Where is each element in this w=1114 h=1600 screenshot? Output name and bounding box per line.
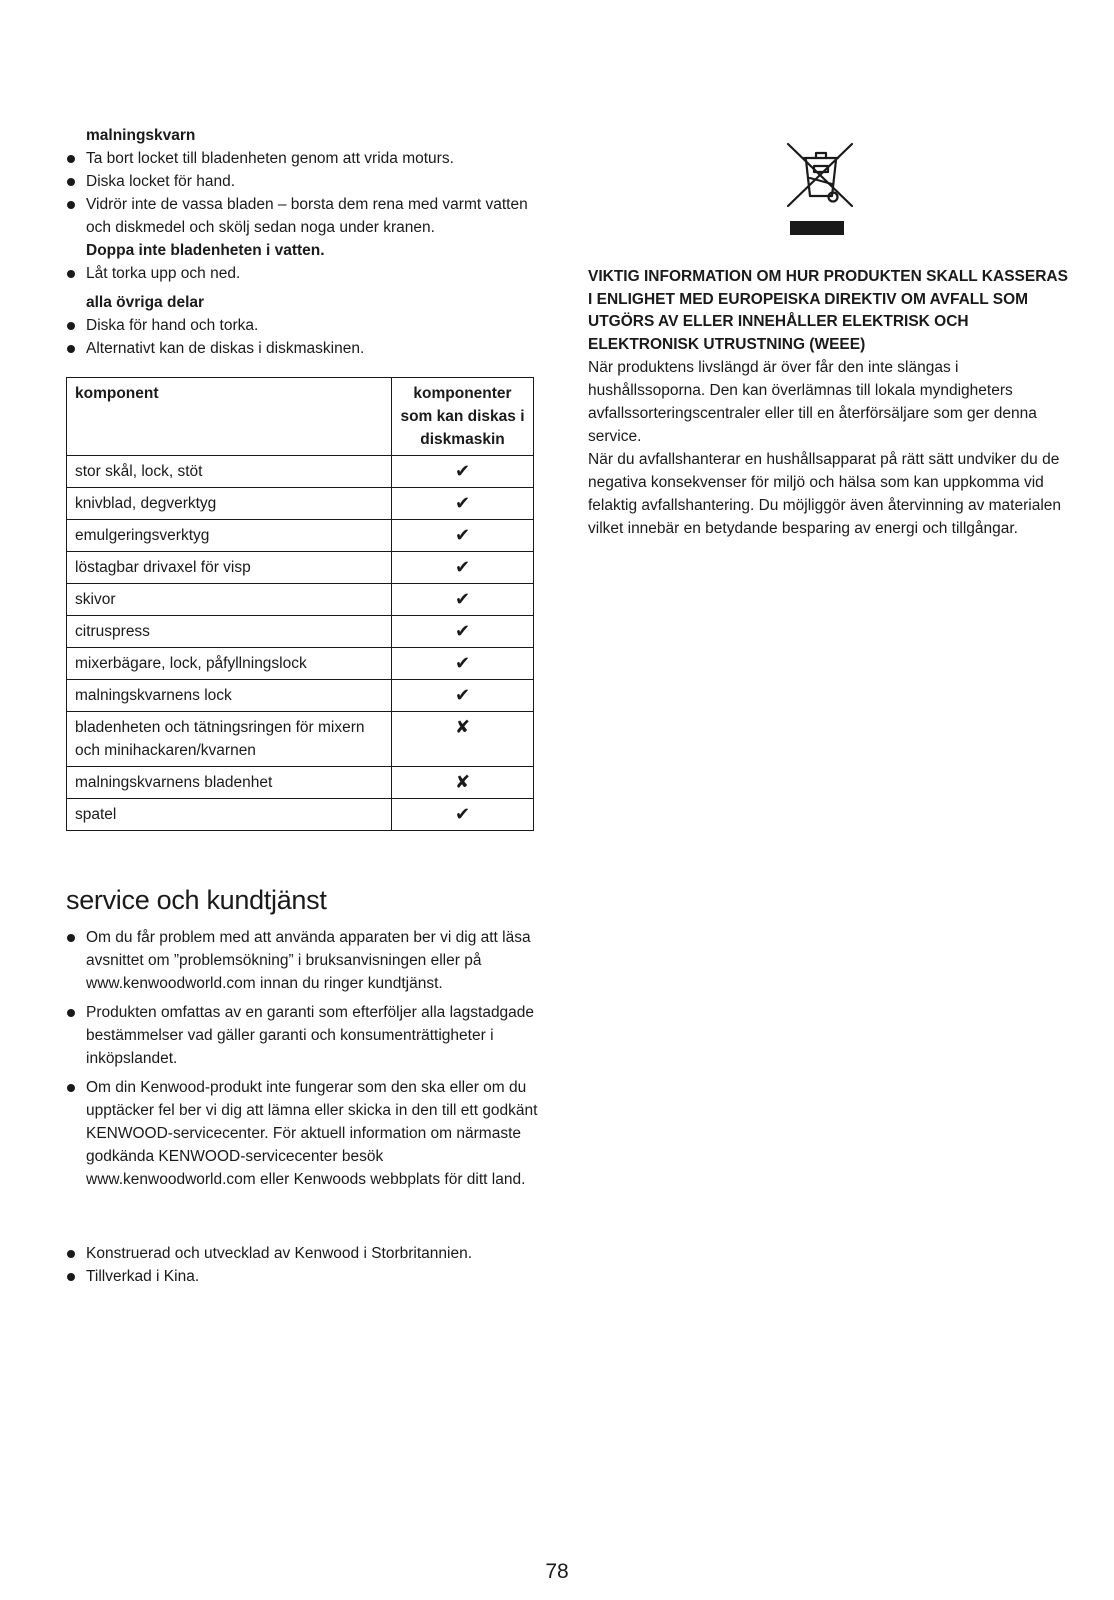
service-list [66,926,546,1191]
dishwasher-mark: ✔ [392,456,534,488]
list-item: Alternativt kan de diskas i diskmaskinen. [66,337,536,360]
table-row [67,552,534,584]
weee-paragraph-1: När produktens livslängd är över får den inte slängas i hushållssoporna. Den kan överlämnas till lokala myndigheters avfallssorteringscentraler eller till en återförsäljare som ger denna service. [588,359,1037,445]
table-header-row [67,378,534,456]
grinder-warning: Doppa inte bladenheten i vatten. [86,242,325,259]
other-parts-group [66,291,536,360]
component-cell: spatel [67,799,392,831]
weee-title: VIKTIG INFORMATION OM HUR PRODUKTEN SKALL KASSERAS I ENLIGHET MED EUROPEISKA DIREKTIV OM AVFALL SOM UTGÖRS AV ELLER INNEHÅLLER ELEKTRISK OCH ELEKTRONISK UTRUSTNING (WEEE) [588,268,1068,353]
dishwasher-mark: ✔ [392,648,534,680]
grinder-list [66,147,536,239]
dishwasher-mark: ✔ [392,584,534,616]
dishwasher-mark: ✔ [392,680,534,712]
other-parts-heading: alla övriga delar [86,294,205,311]
list-item: Produkten omfattas av en garanti som efterföljer alla lagstadgade bestämmelser vad gäller garanti och konsumenträttigheter i inköpslandet. [66,1001,546,1070]
grinder-heading: malningskvarn [86,127,196,144]
component-cell: citruspress [67,616,392,648]
origin-list [66,1242,546,1288]
list-item: Om din Kenwood-produkt inte fungerar som den ska eller om du upptäcker fel ber vi dig att lämna eller skicka in den till ett godkänt KENWOOD-servicecenter. För aktuell information om närmaste godkända KENWOOD-servicecenter besök www.kenwoodworld.com eller Kenwoods webbplats för ditt land. [66,1076,546,1191]
list-item: Ta bort locket till bladenheten genom att vrida moturs. [66,147,536,170]
table-row [67,520,534,552]
table-row [67,767,534,799]
dishwasher-mark: ✔ [392,488,534,520]
component-cell: stor skål, lock, stöt [67,456,392,488]
dishwasher-mark: ✘ [392,712,534,767]
component-header: komponent [67,378,392,456]
page-number: 78 [545,1560,569,1583]
dishwasher-mark: ✔ [392,552,534,584]
table-row [67,456,534,488]
component-cell: malningskvarnens bladenhet [67,767,392,799]
component-cell: bladenheten och tätningsringen för mixern och minihackaren/kvarnen [67,712,392,767]
component-cell: skivor [67,584,392,616]
dishwasher-mark: ✔ [392,520,534,552]
weee-bar [790,221,844,235]
service-section [66,884,546,1197]
cleaning-section [66,124,536,366]
origin-section [66,1242,546,1288]
table-row [67,584,534,616]
grinder-group [66,124,536,285]
component-cell: emulgeringsverktyg [67,520,392,552]
table-row [67,648,534,680]
table-row [67,488,534,520]
grinder-list-after [66,262,536,285]
component-cell: malningskvarnens lock [67,680,392,712]
dishwasher-mark: ✘ [392,767,534,799]
table-row [67,799,534,831]
table-row [67,680,534,712]
table-row [67,712,534,767]
dishwasher-mark: ✔ [392,799,534,831]
weee-paragraph-2: När du avfallshanterar en hushållsapparat på rätt sätt undviker du de negativa konsekvenser för miljö och hälsa som kan uppkomma vid felaktig avfallshantering. Du möjliggör även återvinning av materialen vilket innebär en betydande besparing av energi och tillgångar. [588,451,1062,537]
dishwasher-safe-header: komponenter som kan diskas i diskmaskin [392,378,534,456]
list-item: Konstruerad och utvecklad av Kenwood i Storbritannien. [66,1242,546,1265]
list-item: Låt torka upp och ned. [66,262,536,285]
other-parts-list [66,314,536,360]
service-heading: service och kundtjänst [66,885,327,915]
table-row [67,616,534,648]
list-item: Tillverkad i Kina. [66,1265,546,1288]
component-cell: löstagbar drivaxel för visp [67,552,392,584]
list-item: Diska för hand och torka. [66,314,536,337]
list-item: Diska locket för hand. [66,170,536,193]
dishwasher-table [66,377,534,831]
list-item: Vidrör inte de vassa bladen – borsta dem rena med varmt vatten och diskmedel och skölj sedan noga under kranen. [66,193,536,239]
weee-section [588,266,1068,540]
dishwasher-mark: ✔ [392,616,534,648]
component-cell: knivblad, degverktyg [67,488,392,520]
list-item: Om du får problem med att använda apparaten ber vi dig att läsa avsnittet om ”problemsökning” i bruksanvisningen eller på www.kenwoodworld.com innan du ringer kundtjänst. [66,926,546,995]
component-cell: mixerbägare, lock, påfyllningslock [67,648,392,680]
